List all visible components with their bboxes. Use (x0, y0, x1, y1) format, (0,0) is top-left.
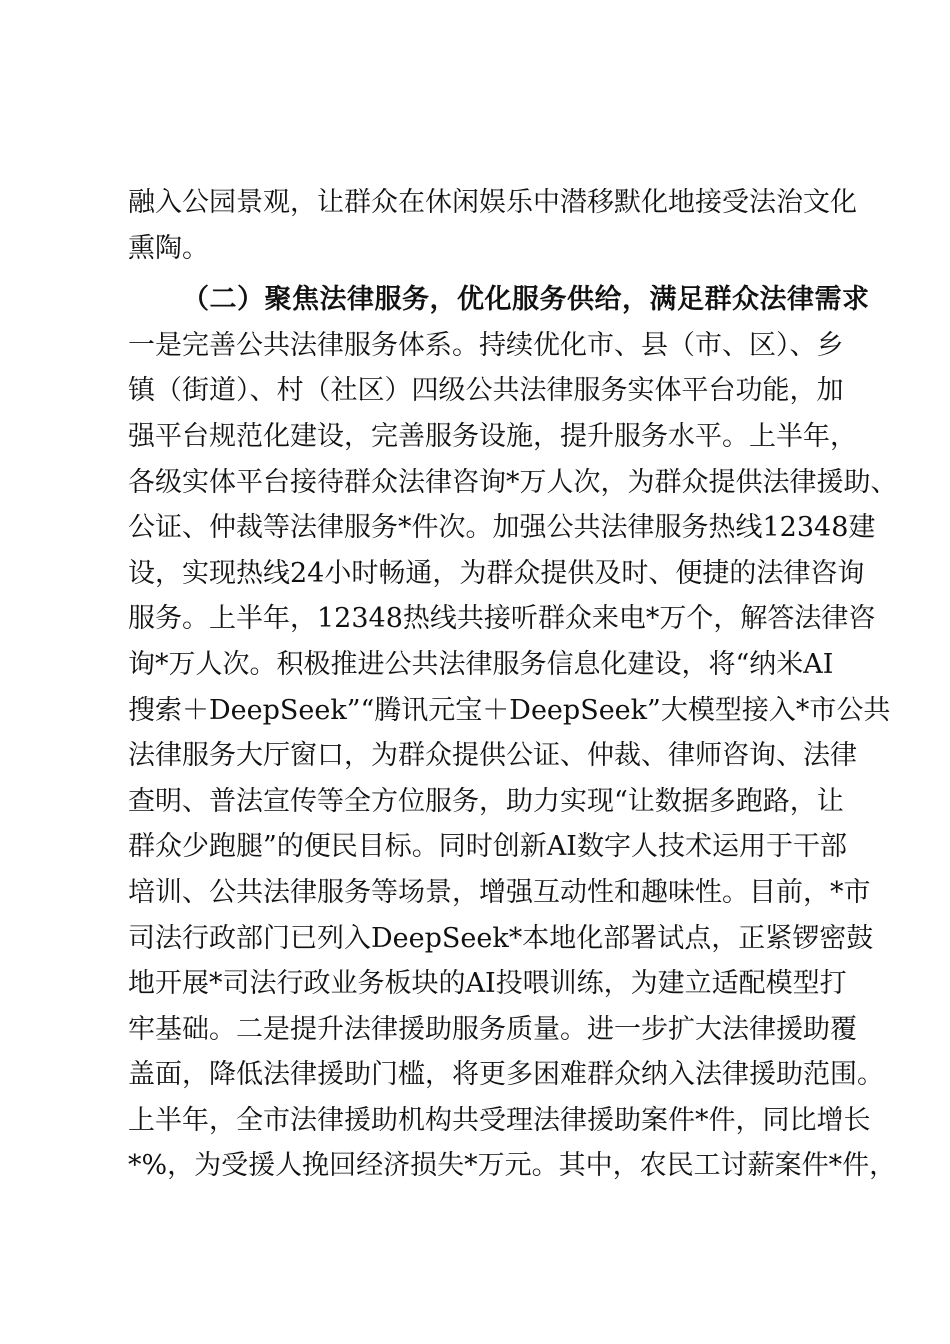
text-line: 群众少跑腿”的便民目标。同时创新AI数字人技术运用于干部 (128, 831, 847, 863)
text-line: 设，实现热线24小时畅通，为群众提供及时、便捷的法律咨询 (128, 557, 865, 589)
text-line: 牢基础。二是提升法律援助服务质量。进一步扩大法律援助覆 (128, 1013, 857, 1045)
text-line: 搜索＋DeepSeek”“腾讯元宝＋DeepSeek”大模型接入*市公共 (128, 694, 891, 726)
paragraph-1 (128, 180, 857, 271)
text-line: 法律服务大厅窗口，为群众提供公证、仲裁、律师咨询、法律 (128, 740, 857, 772)
text-line: 询*万人次。积极推进公共法律服务信息化建设，将“纳米AI (128, 648, 834, 680)
text-line: 盖面，降低法律援助门槛，将更多困难群众纳入法律援助范围。 (128, 1059, 884, 1091)
text-line: 各级实体平台接待群众法律咨询*万人次，为群众提供法律援助、 (128, 466, 898, 498)
text-line: 司法行政部门已列入DeepSeek*本地化部署试点，正紧锣密鼓 (128, 922, 874, 954)
text-line: 服务。上半年，12348热线共接听群众来电*万个，解答法律咨 (128, 603, 876, 635)
text-line: 熏陶。 (128, 232, 209, 264)
text-line: 强平台规范化建设，完善服务设施，提升服务水平。上半年， (128, 420, 857, 452)
text-line: 融入公园景观，让群众在休闲娱乐中潜移默化地接受法治文化 (128, 187, 857, 218)
text-line: *%，为受援人挽回经济损失*万元。其中，农民工讨薪案件*件， (128, 1150, 897, 1182)
text-line: 培训、公共法律服务等场景，增强互动性和趣味性。目前，*市 (128, 876, 871, 908)
text-line: 公证、仲裁等法律服务*件次。加强公共法律服务热线12348建 (128, 512, 876, 544)
text-line: 一是完善公共法律服务体系。持续优化市、县（市、区）、乡 (128, 329, 844, 361)
text-line: 上半年，全市法律援助机构共受理法律援助案件*件，同比增长 (128, 1104, 871, 1136)
paragraph-2 (128, 323, 898, 1189)
text-line: 地开展*司法行政业务板块的AI投喂训练，为建立适配模型打 (128, 968, 847, 1000)
document-body (128, 180, 898, 1189)
text-line: 查明、普法宣传等全方位服务，助力实现“让数据多跑路，让 (128, 785, 844, 817)
section-heading: （二）聚焦法律服务，优化服务供给，满足群众法律需求 (182, 284, 870, 316)
text-line: 镇（街道）、村（社区）四级公共法律服务实体平台功能，加 (128, 375, 844, 407)
